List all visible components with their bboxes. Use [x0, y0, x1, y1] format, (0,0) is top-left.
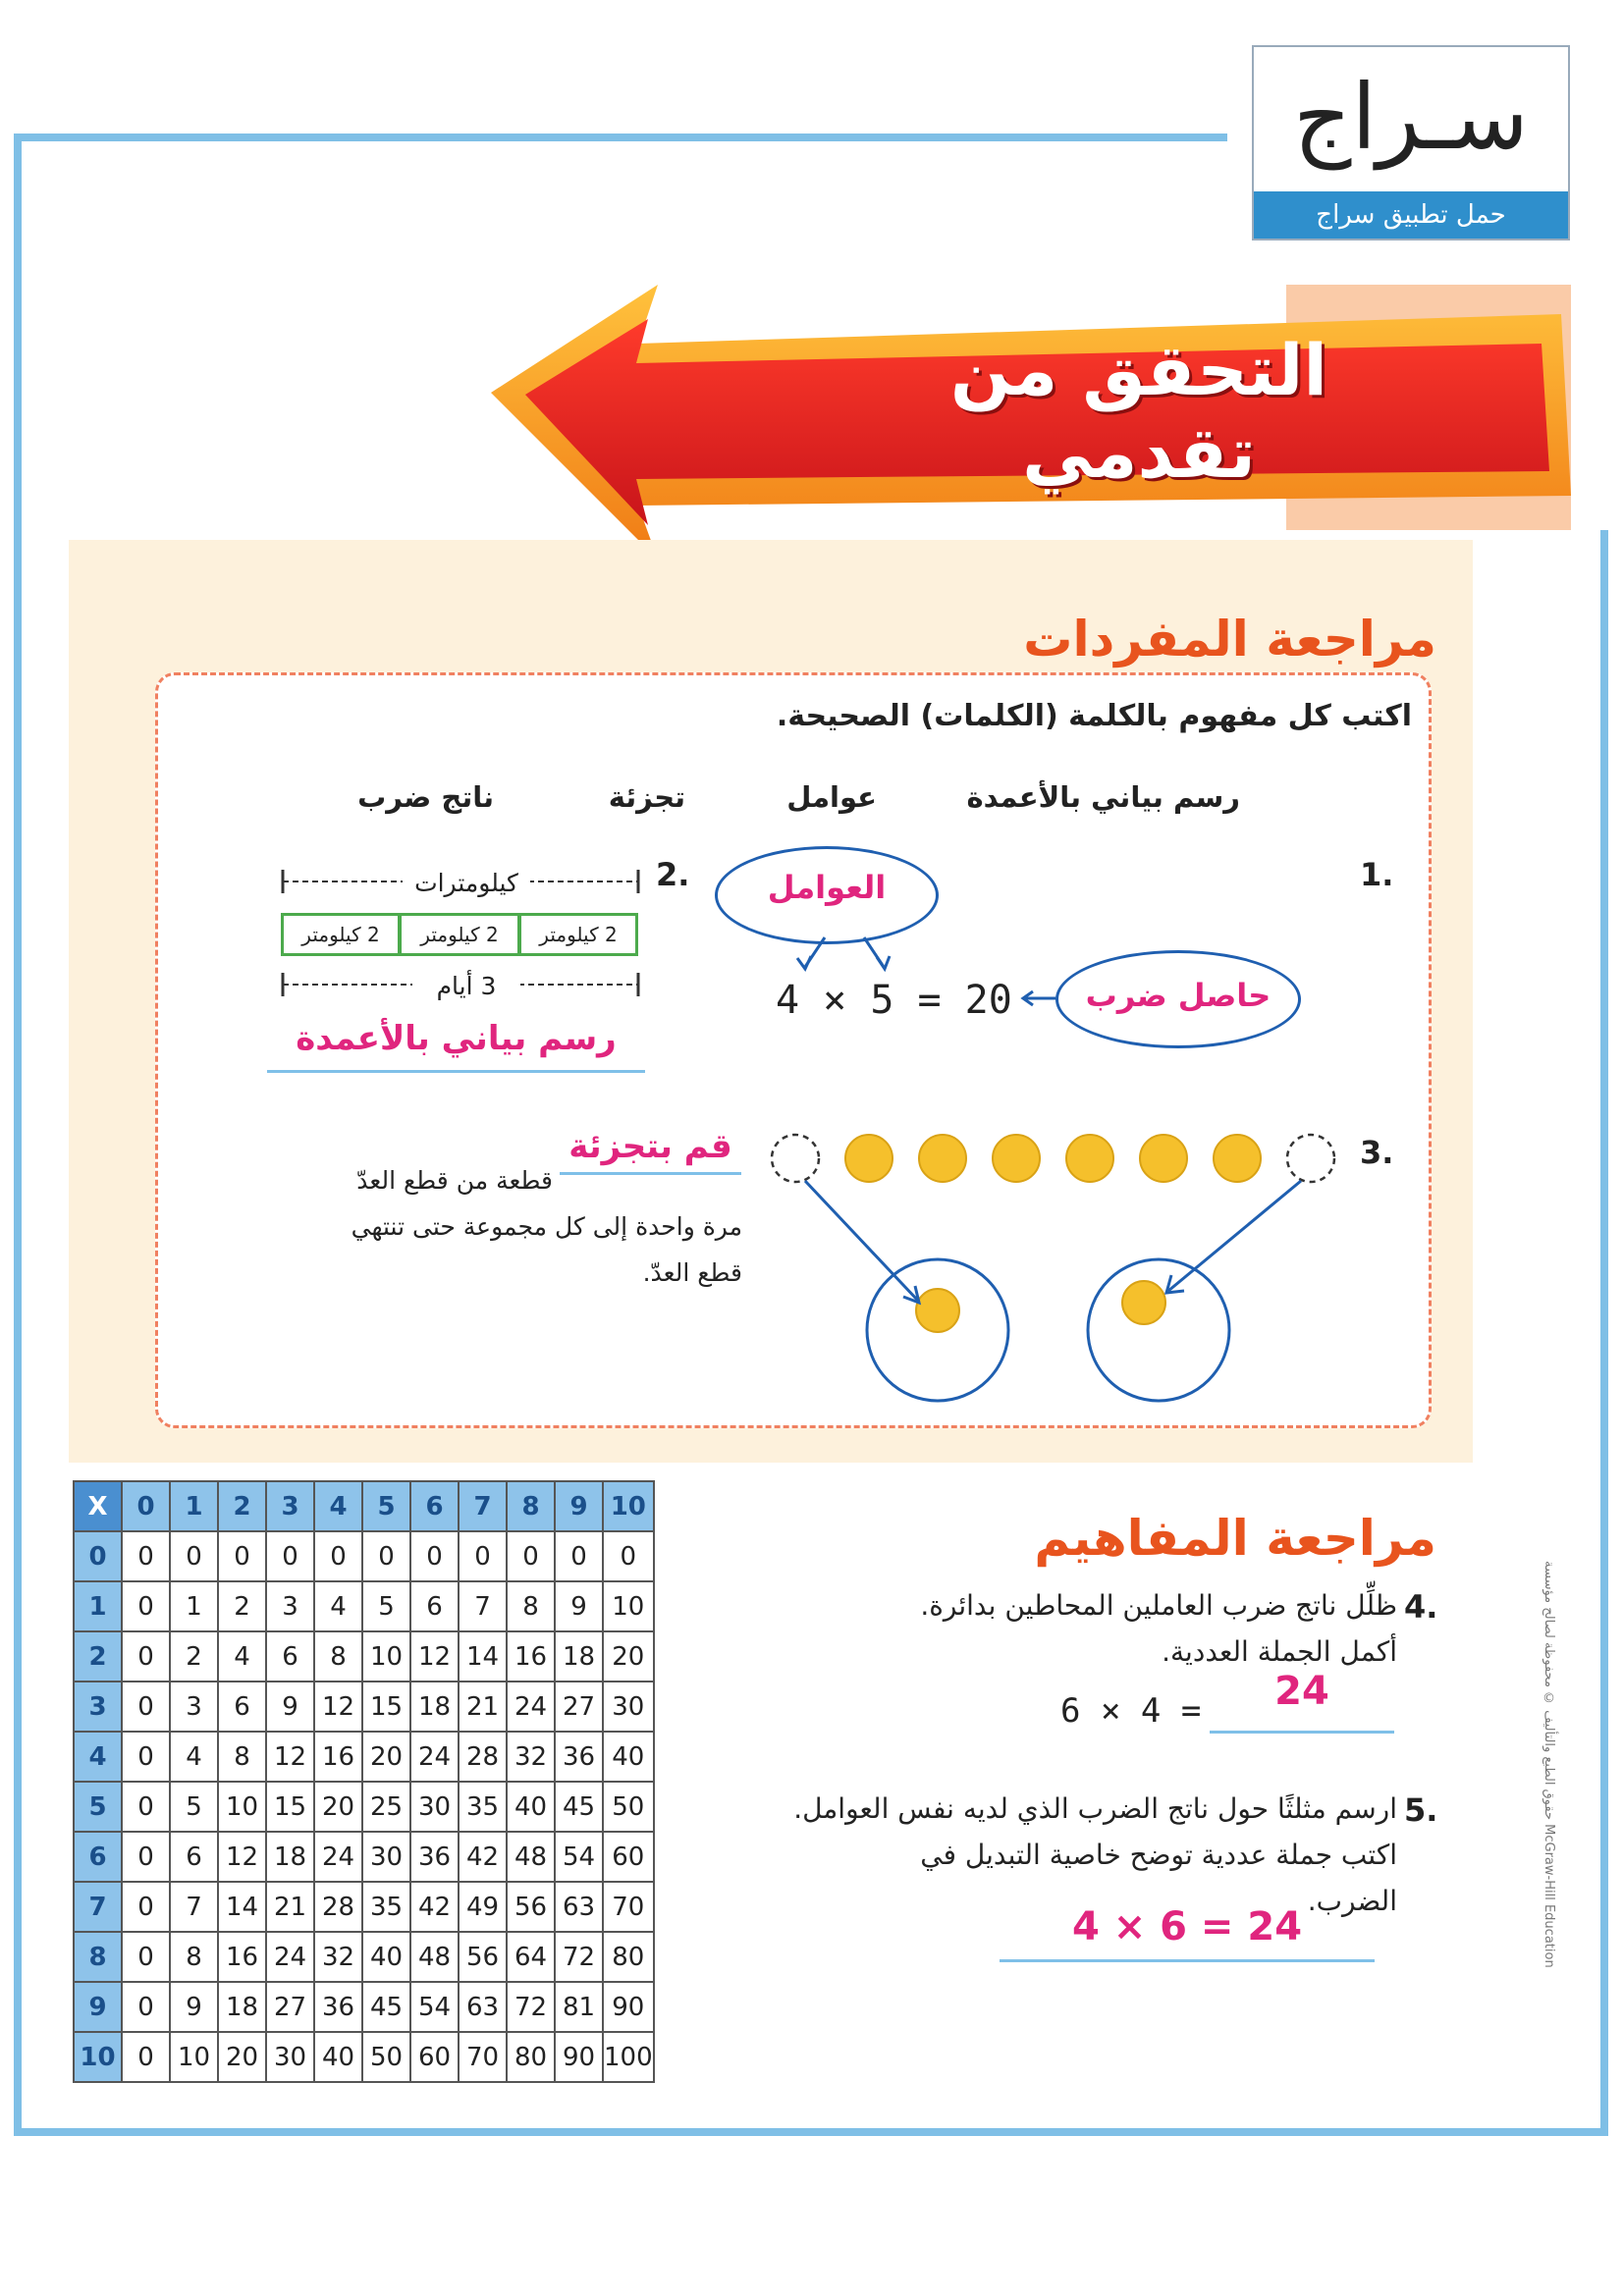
table-row — [74, 1732, 654, 1782]
table-cell: 35 — [459, 1782, 507, 1832]
table-cell: 0 — [122, 1682, 170, 1732]
table-cell: 16 — [218, 1932, 266, 1982]
table-cell: 8 — [314, 1631, 362, 1682]
table-cell: 32 — [314, 1932, 362, 1982]
table-cell: 4 — [218, 1631, 266, 1682]
table-cell: 7 — [459, 1581, 507, 1631]
table-cell: 21 — [459, 1682, 507, 1732]
table-cell: 63 — [555, 1882, 603, 1932]
q2-tape-cell: 2 كيلومتر — [399, 913, 520, 956]
table-row — [74, 1782, 654, 1832]
table-cell: 49 — [459, 1882, 507, 1932]
table-cell: 0 — [122, 2032, 170, 2082]
table-cell: 16 — [507, 1631, 555, 1682]
table-cell: 45 — [555, 1782, 603, 1832]
table-row — [74, 1682, 654, 1732]
table-cell: 16 — [314, 1732, 362, 1782]
q2-bottom-label: 3 أيام — [412, 972, 520, 1000]
table-cell: 100 — [603, 2032, 654, 2082]
table-cell: 64 — [507, 1932, 555, 1982]
word-bank-product: ناتج ضرب — [357, 780, 494, 814]
table-cell: 9 — [170, 1982, 218, 2032]
q3-number: 3. — [1360, 1134, 1394, 1171]
table-cell: 10 — [603, 1581, 654, 1631]
table-cell: 0 — [507, 1531, 555, 1581]
table-cell: 14 — [218, 1882, 266, 1932]
table-cell: 20 — [603, 1631, 654, 1682]
table-cell: 28 — [314, 1882, 362, 1932]
table-cell: 32 — [507, 1732, 555, 1782]
siraj-logo — [1252, 45, 1570, 240]
table-row-header: 5 — [74, 1782, 122, 1832]
table-cell: 48 — [507, 1832, 555, 1882]
table-cell: 0 — [122, 1581, 170, 1631]
table-row-header: 7 — [74, 1882, 122, 1932]
table-row — [74, 1932, 654, 1982]
table-cell: 8 — [507, 1581, 555, 1631]
table-cell: 63 — [459, 1982, 507, 2032]
table-cell: 6 — [170, 1832, 218, 1882]
table-cell: 10 — [170, 2032, 218, 2082]
word-bank-bar-graph: رسم بياني بالأعمدة — [966, 780, 1240, 814]
table-cell: 24 — [314, 1832, 362, 1882]
q5-number: 5. — [1404, 1791, 1438, 1829]
q3-text-line2: مرة واحدة إلى كل مجموعة حتى تنتهي — [351, 1212, 742, 1241]
table-cell: 27 — [266, 1982, 314, 2032]
table-cell: 28 — [459, 1732, 507, 1782]
table-cell: 30 — [266, 2032, 314, 2082]
table-cell: 18 — [218, 1982, 266, 2032]
vocab-instructions: اكتب كل مفهوم بالكلمة (الكلمات) الصحيحة. — [776, 699, 1412, 733]
q1-label-product: حاصل ضرب — [1085, 977, 1271, 1014]
table-cell: 80 — [507, 2032, 555, 2082]
table-row-header: 0 — [74, 1531, 122, 1581]
table-column-header: 7 — [459, 1481, 507, 1531]
table-cell: 6 — [410, 1581, 459, 1631]
table-row-header: 1 — [74, 1581, 122, 1631]
table-row-header: 8 — [74, 1932, 122, 1982]
table-cell: 72 — [555, 1932, 603, 1982]
table-cell: 30 — [603, 1682, 654, 1732]
table-cell: 18 — [410, 1682, 459, 1732]
table-cell: 60 — [603, 1832, 654, 1882]
table-cell: 72 — [507, 1982, 555, 2032]
table-cell: 60 — [410, 2032, 459, 2082]
table-cell: 80 — [603, 1932, 654, 1982]
table-cell: 56 — [459, 1932, 507, 1982]
table-cell: 12 — [314, 1682, 362, 1732]
q2-tape-cell: 2 كيلومتر — [518, 913, 638, 956]
table-cell: 20 — [362, 1732, 410, 1782]
table-cell: 2 — [218, 1581, 266, 1631]
copyright-credit: حقوق الطبع والتأليف © محفوظة لصالح مؤسسة McGraw-Hill Education — [1542, 1561, 1556, 1968]
table-cell: 42 — [410, 1882, 459, 1932]
q3-text-line3: قطع العدّ. — [642, 1258, 742, 1287]
table-column-header: 5 — [362, 1481, 410, 1531]
table-cell: 40 — [362, 1932, 410, 1982]
table-cell: 12 — [218, 1832, 266, 1882]
table-cell: 42 — [459, 1832, 507, 1882]
table-column-header: 2 — [218, 1481, 266, 1531]
table-row — [74, 1631, 654, 1682]
q2-tape-cell: 2 كيلومتر — [281, 913, 401, 956]
table-cell: 10 — [218, 1782, 266, 1832]
table-column-header: 10 — [603, 1481, 654, 1531]
table-row — [74, 2032, 654, 2082]
table-row-header: 4 — [74, 1732, 122, 1782]
table-cell: 15 — [266, 1782, 314, 1832]
table-cell: 70 — [459, 2032, 507, 2082]
table-cell: 0 — [362, 1531, 410, 1581]
table-cell: 3 — [170, 1682, 218, 1732]
table-row-header: 10 — [74, 2032, 122, 2082]
q5-answer: 4 × 6 = 24 — [1071, 1904, 1303, 1949]
q4-answer: 24 — [1274, 1669, 1329, 1714]
table-cell: 0 — [122, 1882, 170, 1932]
table-cell: 18 — [266, 1832, 314, 1882]
table-cell: 20 — [314, 1782, 362, 1832]
table-cell: 0 — [555, 1531, 603, 1581]
table-cell: 30 — [362, 1832, 410, 1882]
table-cell: 40 — [507, 1782, 555, 1832]
table-cell: 24 — [410, 1732, 459, 1782]
table-cell: 81 — [555, 1982, 603, 2032]
table-cell: 3 — [266, 1581, 314, 1631]
table-cell: 20 — [218, 2032, 266, 2082]
table-cell: 0 — [459, 1531, 507, 1581]
q1-arrows — [766, 923, 1090, 1021]
q4-equation: 6 × 4 = — [1060, 1691, 1202, 1731]
logo-tagline: حمل تطبيق سراج — [1254, 191, 1568, 239]
table-cell: 40 — [603, 1732, 654, 1782]
q4-number: 4. — [1404, 1588, 1438, 1626]
table-cell: 27 — [555, 1682, 603, 1732]
table-cell: 21 — [266, 1882, 314, 1932]
table-row-header: 6 — [74, 1832, 122, 1882]
table-cell: 5 — [362, 1581, 410, 1631]
table-cell: 15 — [362, 1682, 410, 1732]
table-cell: 25 — [362, 1782, 410, 1832]
q5-line1: ارسم مثلثًا حول ناتج الضرب الذي لديه نفس العوامل. — [793, 1792, 1397, 1825]
table-cell: 10 — [362, 1631, 410, 1682]
multiplication-table — [73, 1480, 655, 2083]
table-cell: 12 — [266, 1732, 314, 1782]
table-cell: 56 — [507, 1882, 555, 1932]
table-cell: 0 — [122, 1782, 170, 1832]
table-cell: 30 — [410, 1782, 459, 1832]
table-cell: 54 — [410, 1982, 459, 2032]
table-cell: 5 — [170, 1782, 218, 1832]
table-cell: 45 — [362, 1982, 410, 2032]
q1-label-factors: العوامل — [767, 869, 887, 906]
q2-top-label: كيلومترات — [403, 869, 530, 897]
logo-word: سـراج — [1293, 65, 1529, 170]
table-cell: 8 — [170, 1932, 218, 1982]
table-cell: 0 — [314, 1531, 362, 1581]
table-row — [74, 1581, 654, 1631]
table-cell: 54 — [555, 1832, 603, 1882]
table-cell: 70 — [603, 1882, 654, 1932]
table-cell: 4 — [170, 1732, 218, 1782]
table-cell: 50 — [603, 1782, 654, 1832]
table-cell: 36 — [410, 1832, 459, 1882]
table-column-header: 9 — [555, 1481, 603, 1531]
q5-line2: اكتب جملة عددية توضح خاصية التبديل في — [920, 1839, 1397, 1871]
q5-line3: الضرب. — [1307, 1885, 1397, 1917]
table-cell: 24 — [507, 1682, 555, 1732]
table-cell: 6 — [266, 1631, 314, 1682]
table-cell: 0 — [170, 1531, 218, 1581]
table-row-header: 9 — [74, 1982, 122, 2032]
table-column-header: 0 — [122, 1481, 170, 1531]
table-cell: 0 — [122, 1932, 170, 1982]
table-cell: 35 — [362, 1882, 410, 1932]
table-cell: 6 — [218, 1682, 266, 1732]
table-cell: 40 — [314, 2032, 362, 2082]
table-cell: 90 — [555, 2032, 603, 2082]
vocab-heading: مراجعة المفردات — [1023, 611, 1436, 667]
table-cell: 0 — [410, 1531, 459, 1581]
table-cell: 4 — [314, 1581, 362, 1631]
table-cell: 36 — [314, 1982, 362, 2032]
word-bank-factors: عوامل — [786, 780, 877, 814]
table-cell: 12 — [410, 1631, 459, 1682]
table-column-header: 8 — [507, 1481, 555, 1531]
table-cell: 90 — [603, 1982, 654, 2032]
table-row — [74, 1982, 654, 2032]
q3-counters-diagram — [756, 1114, 1345, 1409]
table-cell: 24 — [266, 1932, 314, 1982]
q4-line1: ظلِّل ناتج ضرب العاملين المحاطين بدائرة. — [920, 1589, 1397, 1622]
table-cell: 0 — [122, 1982, 170, 2032]
q4-line2: أكمل الجملة العددية. — [1162, 1635, 1397, 1668]
table-column-header: 4 — [314, 1481, 362, 1531]
q1-equation: 4 × 5 = 20 — [776, 978, 1012, 1023]
q2-answer: رسم بياني بالأعمدة — [296, 1019, 617, 1058]
table-corner: X — [74, 1481, 122, 1531]
table-cell: 9 — [555, 1581, 603, 1631]
table-cell: 48 — [410, 1932, 459, 1982]
q1-number: 1. — [1360, 856, 1394, 893]
table-row — [74, 1882, 654, 1932]
table-row-header: 3 — [74, 1682, 122, 1732]
table-column-header: 6 — [410, 1481, 459, 1531]
table-cell: 0 — [122, 1631, 170, 1682]
q3-text-line1: قطعة من قطع العدّ — [356, 1166, 553, 1195]
q2-number: 2. — [656, 856, 690, 893]
table-cell: 50 — [362, 2032, 410, 2082]
table-cell: 0 — [122, 1832, 170, 1882]
table-cell: 9 — [266, 1682, 314, 1732]
table-cell: 18 — [555, 1631, 603, 1682]
table-cell: 1 — [170, 1581, 218, 1631]
table-column-header: 1 — [170, 1481, 218, 1531]
table-cell: 8 — [218, 1732, 266, 1782]
table-cell: 0 — [122, 1531, 170, 1581]
table-cell: 7 — [170, 1882, 218, 1932]
table-cell: 0 — [218, 1531, 266, 1581]
table-cell: 0 — [603, 1531, 654, 1581]
table-column-header: 3 — [266, 1481, 314, 1531]
concepts-heading: مراجعة المفاهيم — [1034, 1510, 1436, 1567]
q3-answer: قم بتجزئة — [568, 1127, 732, 1166]
table-cell: 0 — [122, 1732, 170, 1782]
page-title: التحقق من تقدمي — [949, 329, 1328, 494]
table-header-row — [74, 1481, 654, 1531]
table-row — [74, 1832, 654, 1882]
word-bank-partition: تجزئة — [608, 780, 685, 814]
table-row — [74, 1531, 654, 1581]
table-row-header: 2 — [74, 1631, 122, 1682]
table-cell: 0 — [266, 1531, 314, 1581]
table-cell: 14 — [459, 1631, 507, 1682]
table-cell: 36 — [555, 1732, 603, 1782]
table-cell: 2 — [170, 1631, 218, 1682]
